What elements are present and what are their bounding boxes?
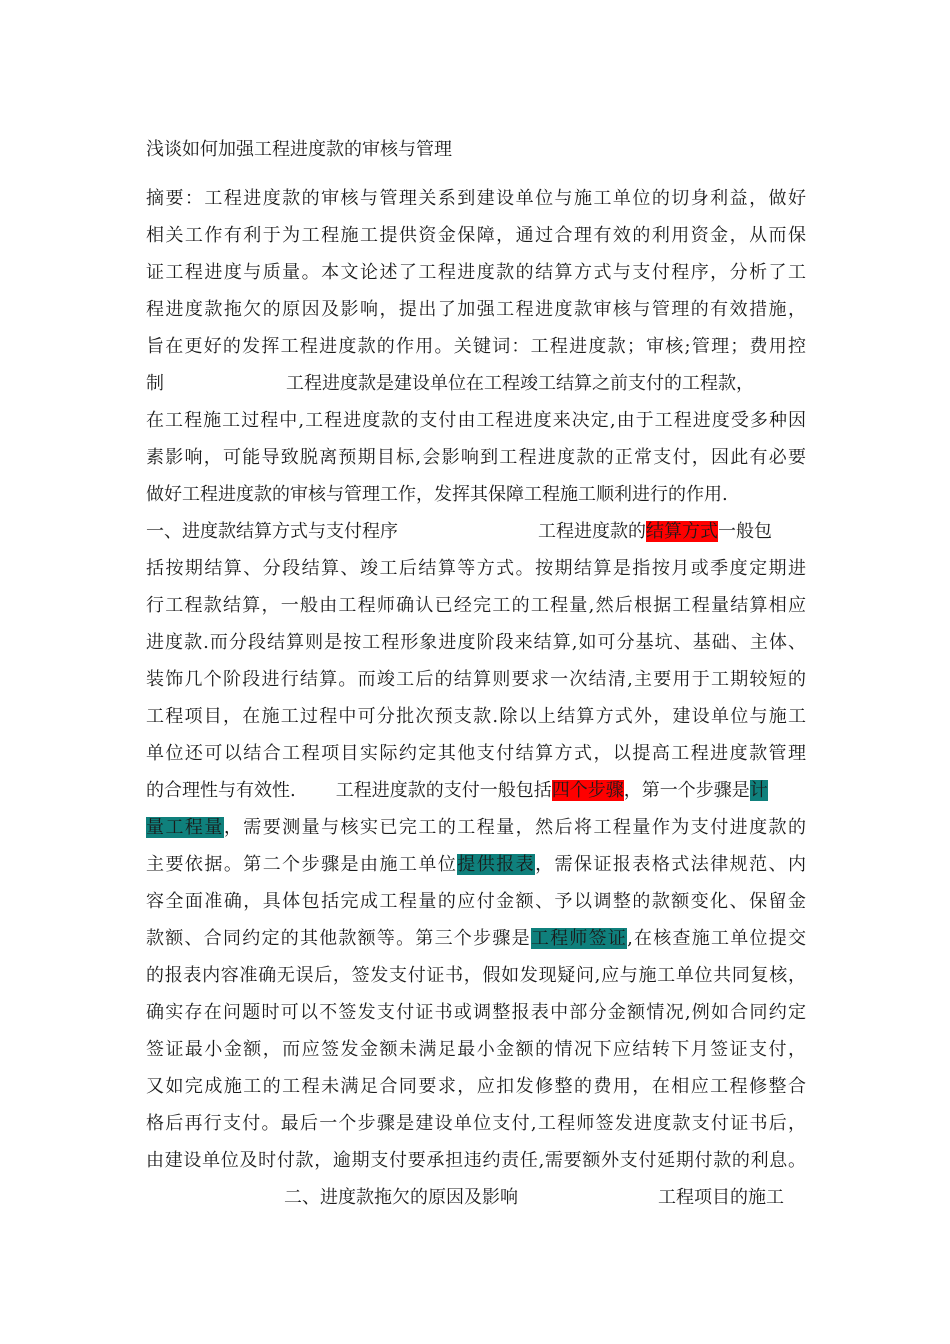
text-segment: ，第一个步骤是 [623,780,750,801]
body-line [146,476,806,513]
text-segment: 程进度款拖欠的原因及影响，提出了加强工程进度款审核与管理的有效措施， [146,299,806,320]
text-segment: 相关工作有利于为工程施工提供资金保障，通过合理有效的利用资金，从而保 [146,225,806,246]
text-segment: 括按期结算、分段结算、竣工后结算等方式。按期结算是指按月或季度定期进 [146,558,806,579]
body-line [146,439,806,476]
body-line [146,402,806,439]
text-segment: 摘要：工程进度款的审核与管理关系到建设单位与施工单位的切身利益，做好 [146,188,806,209]
body-line [146,1031,806,1068]
text-segment: 的合理性与有效性. [146,780,296,801]
text-segment: 做好工程进度款的审核与管理工作，发挥其保障工程施工顺利进行的作用. [146,484,728,505]
text-segment: 由建设单位及时付款，逾期支付要承担违约责任,需要额外支付延期付款的利息。 [146,1150,806,1171]
body-line [146,550,806,587]
text-segment: 单位还可以结合工程项目实际约定其他支付结算方式，以提高工程进度款管理 [146,743,806,764]
text-segment: 工程进度款的 [538,521,646,542]
text-segment: 工程进度款是建设单位在工程竣工结算之前支付的工程款， [286,373,754,394]
body-line [146,846,806,883]
body-line [146,513,806,550]
body-line [146,1105,806,1142]
text-segment: 在工程施工过程中,工程进度款的支付由工程进度来决定,由于工程进度受多种因 [146,410,806,431]
text-segment: 装饰几个阶段进行结算。而竣工后的结算则要求一次结清,主要用于工期较短的 [146,669,806,690]
text-segment: 行工程款结算，一般由工程师确认已经完工的工程量,然后根据工程量结算相应 [146,595,806,616]
text-segment: 签证最小金额，而应签发金额未满足最小金额的情况下应结转下月签证支付， [146,1039,806,1060]
text-segment: 主要依据。第二个步骤是由施工单位 [146,854,458,875]
body-line [146,920,806,957]
text-segment: ，需保证报表格式法律规范、内 [535,854,807,875]
text-segment: 证工程进度与质量。本文论述了工程进度款的结算方式与支付程序，分析了工 [146,262,806,283]
highlight-teal: 计 [749,780,768,801]
body-line [146,957,806,994]
body-line [146,624,806,661]
text-segment: 又如完成施工的工程未满足合同要求，应扣发修整的费用，在相应工程修整合 [146,1076,806,1097]
body-line [146,698,806,735]
body-line [146,883,806,920]
body-line [146,772,806,809]
body-line [146,1068,806,1105]
body-line [146,1142,806,1179]
body-line [146,587,806,624]
text-segment: 款额、合同约定的其他款额等。第三个步骤是 [146,928,531,949]
document-title: 浅谈如何加强工程进度款的审核与管理 [146,139,452,160]
document-body [146,180,806,1216]
text-segment: 工程进度款的支付一般包括 [335,780,552,801]
text-segment: 一、进度款结算方式与支付程序 [146,521,398,542]
text-segment: ,在核查施工单位提交 [627,928,807,949]
text-segment: 旨在更好的发挥工程进度款的作用。关键词：工程进度款；审核;管理；费用控 [146,336,806,357]
body-line [146,809,806,846]
text-segment: 格后再行支付。最后一个步骤是建设单位支付,工程师签发进度款支付证书后， [146,1113,806,1134]
text-segment: 工程项目，在施工过程中可分批次预支款.除以上结算方式外，建设单位与施工 [146,706,806,727]
text-segment: ，需要测量与核实已完工的工程量，然后将工程量作为支付进度款的 [223,817,807,838]
body-line [146,365,806,402]
text-segment: 制 [146,373,164,394]
body-line [146,661,806,698]
body-line [146,291,806,328]
highlight-teal: 提供报表 [457,854,536,875]
text-segment: 一般包 [718,521,772,542]
text-segment: 素影响，可能导致脱离预期目标,会影响到工程进度款的正常支付，因此有必要 [146,447,806,468]
highlight-teal: 量工程量 [146,817,224,838]
body-line [146,735,806,772]
text-segment: 工程项目的施工 [658,1187,784,1208]
text-segment: 容全面准确，具体包括完成工程量的应付金额、予以调整的款额变化、保留金 [146,891,806,912]
body-line [146,328,806,365]
highlight-red: 四个步骤 [551,780,624,801]
highlight-red: 结算方式 [646,521,718,542]
body-line [146,994,806,1031]
body-line [146,217,806,254]
text-segment: 进度款.而分段结算则是按工程形象进度阶段来结算,如可分基坑、基础、主体、 [146,632,806,653]
body-line [146,254,806,291]
body-line [146,1179,806,1216]
highlight-teal: 工程师签证 [530,928,628,949]
text-segment: 二、进度款拖欠的原因及影响 [284,1187,518,1208]
text-segment: 的报表内容准确无误后，签发支付证书，假如发现疑问,应与施工单位共同复核， [146,965,806,986]
text-segment: 确实存在问题时可以不签发支付证书或调整报表中部分金额情况,例如合同约定 [146,1002,806,1023]
body-line [146,180,806,217]
